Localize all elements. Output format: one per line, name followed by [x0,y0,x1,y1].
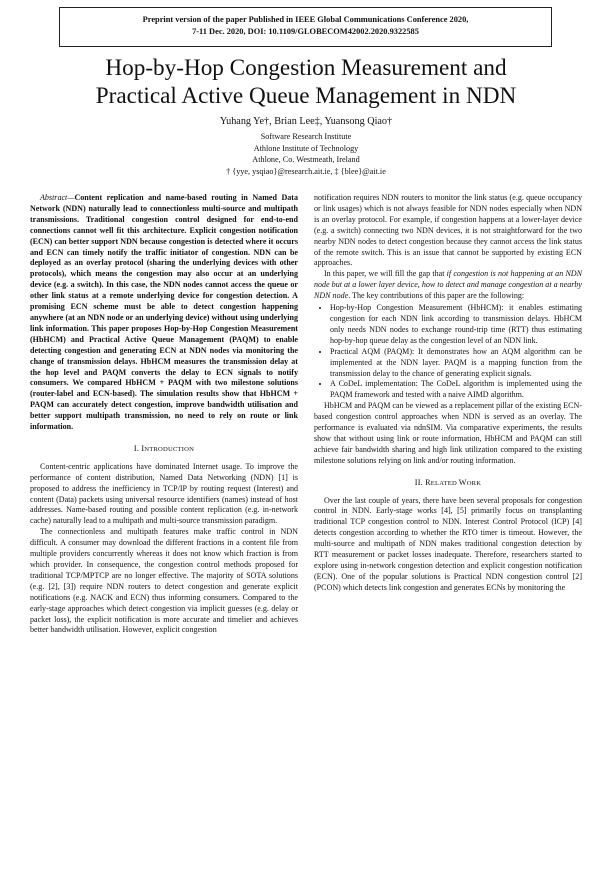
paper-title [40,54,572,110]
left-column [30,193,298,636]
preprint-notice [59,7,552,47]
section-title-initial: W [458,477,467,487]
related-paragraph-1: Over the last couple of years, there have been several proposals for congestion control in NDN. Early-stage works [4], [5] primarily focus on transplanting traditional TCP congestion control to NDN. Interest Control Protocol (ICP) [4] detects congestion according to whether the RTO timer is timeout. However, the multi-source and multipath of NDN makes traditional congestion detection by RTT measurement or packet losses inadequate. Therefore, researchers started to explore using in-network congestion detection and explicit congestion notification (ECN). One of the popular solutions is Practical NDN congestion control [2] (PCON) which detects link congestion and generates ECNs by monitoring the [314,495,582,592]
abstract [30,193,298,433]
right-paragraph-2 [314,269,582,302]
list-item: • Practical AQM (PAQM): It demonstrates how an AQM algorithm can be implemented at the NDN layer. PAQM is a mapping function from the transmission delay to the chance of generating explicit signals. [330,347,582,380]
affiliation-line1: Software Research Institute [260,132,352,141]
paper-title-line1: Hop-by-Hop Congestion Measurement and [105,55,507,81]
section-title-initial: I [141,443,145,453]
abstract-text: Content replication and name-based routing in Named Data Network (NDN) naturally lead to connectionless multi-source and multipath transmissions. Traditional congestion control designed for end-to-end connections cannot well fit this architecture. Explicit congestion notification (ECN) can better support NDN because congestion is detected where it occurs and ECN can timely notify the traffic initiator of congestion. NDN can be deployed as an overlay protocol (sharing the underlying devices with other protocols), which means the congestion may also occur at an underlying device (e.g. a switch). In this case, the NDN nodes cannot access the queue or other link status at a remote underlying device for congestion detection. A promising ECN scheme must be able to detect congestion happening anywhere (at an NDN node or an underlying device) without using underlying link information. This paper proposes Hop-by-Hop Congestion Measurement (HbHCM) and Practical Active Queue Management (PAQM) to enable detecting congestion and generating ECN at NDN nodes via monitoring the change of transmission delays. HbHCM measures the transmission delay at the hop level and PAQM converts the delay to ECN signals to notify consumers. We compared HbHCM + PAQM with two milestone solutions (router-label and ECN-based). The simulation results show that HbHCM + PAQM can accurately detect congestion, improve bandwidth utilisation and better support multipath transmission, no need to rely on route or link information. [30,193,298,432]
author-list: Yuhang Ye†, Brian Lee‡, Yuansong Qiao† [219,116,393,127]
section-number: II. [414,477,423,487]
paper-title-line2: Practical Active Queue Management in NDN [95,83,517,109]
section-title-rest: NTRODUCTION [144,445,195,453]
preprint-notice-line1: Preprint version of the paper Published in IEEE Global Communications Conference 2020, [142,15,469,24]
list-item: • A CoDeL implementation: The CoDeL algorithm is implemented using the PAQM framework and tested with a naive AIMD algorithm. [330,379,582,401]
affiliation-line2: Athlone Institute of Technology [253,143,359,153]
right-column [314,193,582,594]
affiliation [100,131,512,177]
paragraph-text: In this paper, we will fill the gap that [324,269,447,279]
paragraph-text: . The key contributions of this paper are the following: [348,291,525,301]
section-title-rest: ORK [466,479,482,487]
right-paragraph-3: HbHCM and PAQM can be viewed as a replacement pillar of the existing ECN-based congestion control approaches when NDN is served as an overlay. The performance is evaluated via ndnSIM. Via comparative experiments, the results show that without using link or route information, HbHCM and PAQM can still achieve fair bandwidth sharing and high link utilization compared to the existing milestone solutions relying on link and/or routing information. [314,401,582,465]
section-heading-introduction [30,444,298,456]
section-title-rest: ELATED [430,479,459,487]
section-title-initial: R [425,477,431,487]
affiliation-emails: † {yye, ysqiao}@research.ait.ie, ‡ {blee}@ait.ie [226,166,386,176]
paragraph-emphasis: if congestion is not happening at an NDN node but at a lower layer device, how to detect and manage congestion at a nearby NDN node [314,269,582,301]
section-number: I. [133,443,140,453]
intro-paragraph-2: The connectionless and multipath features make traffic control in NDN difficult. A consumer may download the different fractions in a content file from multiple providers concurrently whereas it does not know which fraction is from which provider. In consequence, the congestion control methods proposed for traditional TCP/MPTCP are no longer effective. The majority of SOTA solutions (e.g. [2], [3]) require NDN routers to detect congestion and generate explicit notifications (e.g. NACK and ECN) thus informing consumers. Compared to the early-stage approaches which detect congestion via implicit guesses (e.g. delay or packet loss), the explicit notification is more accurate and timelier and achieves better bandwidth utilisation. However, explicit congestion [30,527,298,635]
section-heading-related-work [314,478,582,490]
list-item: • Hop-by-Hop Congestion Measurement (HbHCM): it enables estimating congestion for each NDN link according to transmission delays. HbHCM only needs NDN nodes to exchange round-trip time (RTT) thus estimating hop-by-hop queue delay as the congestion level of an NDN link. [330,303,582,347]
affiliation-line3: Athlone, Co. Westmeath, Ireland [252,155,360,165]
intro-paragraph-1: Content-centric applications have dominated Internet usage. To improve the performance of content distribution, Named Data Networking (NDN) [1] is proposed to address the inefficiency in TCP/IP by routing request (Interest) and content (Data) packets using universal resource identifiers (names) instead of host addresses. Name-based routing and possible content replication (e.g. in-network cache) naturally lead to a multipath and multi-source transmission paradigm. [30,461,298,526]
contributions-list [314,303,582,401]
preprint-notice-line2: 7-11 Dec. 2020, DOI: 10.1109/GLOBECOM42002.2020.9322585 [192,26,419,36]
right-paragraph-1: notification requires NDN routers to monitor the link status (e.g. queue occupancy or link usages) which is not always feasible for NDN nodes especially when NDN is an overlay protocol. For example, if congestion happens at a lower-layer device (e.g. a switch) connecting two NDN devices, it is not straightforward for the two nearby NDN nodes to detect congestion because they cannot access the link status of the remote switch. This is an issue that cannot be supported by existing ECN approaches. [314,193,582,268]
abstract-lead: Abstract— [40,193,75,202]
